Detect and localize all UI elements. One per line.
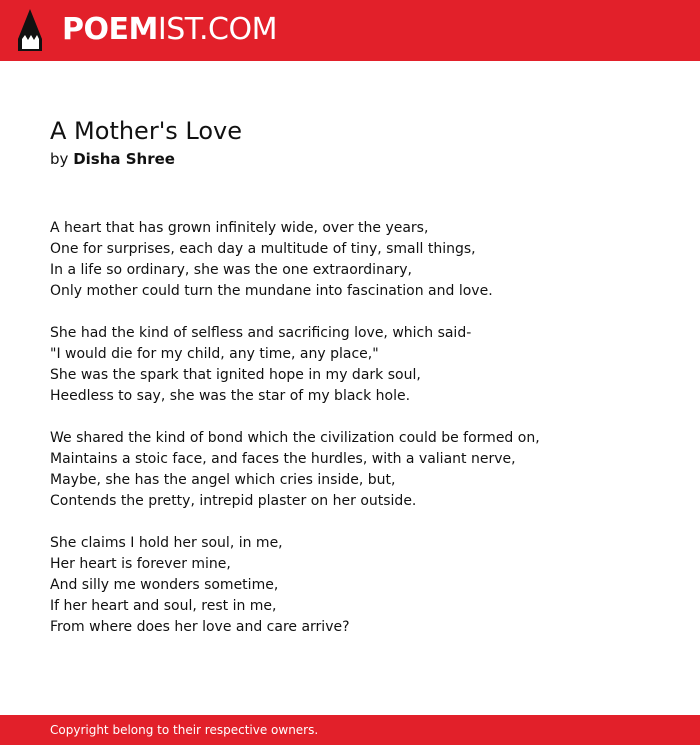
poem-title: A Mother's Love <box>50 117 243 145</box>
poem-line: She was the spark that ignited hope in my dark soul, <box>50 367 421 383</box>
poem-line: And silly me wonders sometime, <box>50 577 279 593</box>
site-footer <box>0 715 700 745</box>
poem-line: A heart that has grown infinitely wide, over the years, <box>50 220 429 236</box>
poem-line: Maintains a stoic face, and faces the hurdles, with a valiant nerve, <box>50 451 516 467</box>
poem-stanza <box>50 323 670 407</box>
poem-line: "I would die for my child, any time, any place," <box>50 346 379 362</box>
poem-stanza <box>50 533 670 638</box>
copyright-text: Copyright belong to their respective owners. <box>50 723 319 737</box>
poem-line: She had the kind of selfless and sacrificing love, which said- <box>50 325 472 341</box>
poem-line: From where does her love and care arrive? <box>50 619 350 635</box>
poem-line: Contends the pretty, intrepid plaster on her outside. <box>50 493 417 509</box>
byline <box>50 148 670 170</box>
by-label: by <box>50 150 69 168</box>
poem-line: In a life so ordinary, she was the one extraordinary, <box>50 262 413 278</box>
poem-line: Maybe, she has the angel which cries inside, but, <box>50 472 396 488</box>
poem-line: One for surprises, each day a multitude of tiny, small things, <box>50 241 476 257</box>
poem-line: She claims I hold her soul, in me, <box>50 535 283 551</box>
author-name[interactable]: Disha Shree <box>73 150 175 168</box>
pencil-logo-icon[interactable] <box>18 9 42 51</box>
poem-container <box>50 116 670 659</box>
site-logo[interactable] <box>62 12 277 48</box>
site-header <box>0 0 700 61</box>
poem-line: If her heart and soul, rest in me, <box>50 598 277 614</box>
poem-line: We shared the kind of bond which the civilization could be formed on, <box>50 430 540 446</box>
poem-body <box>50 218 670 638</box>
poem-line: Only mother could turn the mundane into fascination and love. <box>50 283 493 299</box>
logo-text-light: IST.COM <box>157 12 277 47</box>
poem-line: Heedless to say, she was the star of my black hole. <box>50 388 411 404</box>
poem-stanza <box>50 428 670 512</box>
poem-stanza <box>50 218 670 302</box>
logo-text-bold: POEM <box>62 12 158 47</box>
poem-line: Her heart is forever mine, <box>50 556 231 572</box>
